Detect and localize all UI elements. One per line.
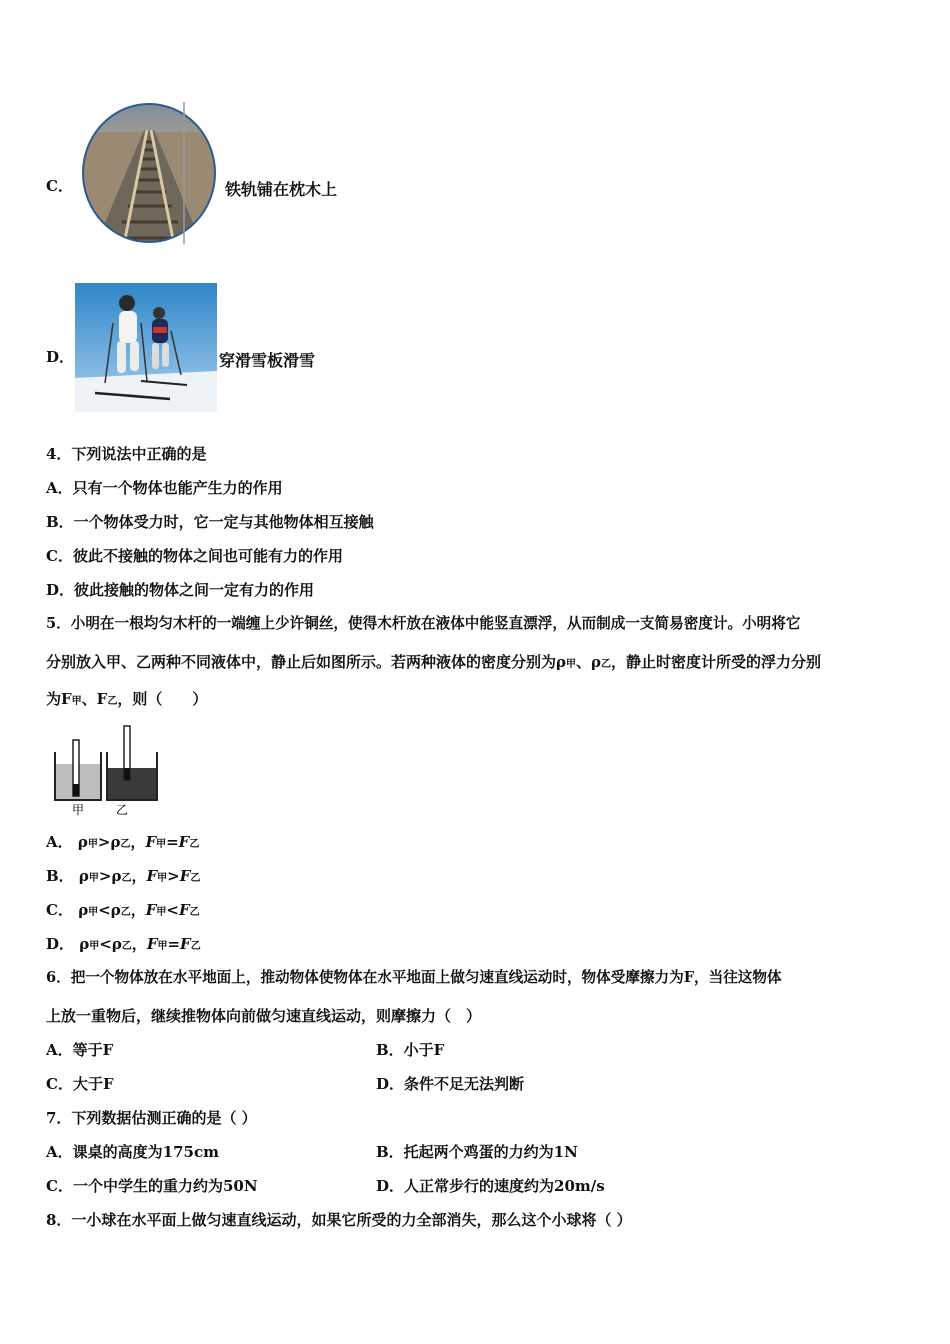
q7-option-b: B．托起两个鸡蛋的力约为1N: [376, 1143, 578, 1161]
q5-line1: 5．小明在一根均匀木杆的一端缠上少许铜丝，使得木杆放在液体中能竖直漂浮，从而制成一支简易密度计。小明将它: [46, 615, 801, 632]
option-d-caption: 穿滑雪板滑雪: [219, 351, 316, 370]
q5-option-b: B． ρ甲>ρ乙，F甲>F乙: [46, 867, 201, 885]
q4-option-d: D．彼此接触的物体之间一定有力的作用: [46, 581, 315, 599]
option-c-caption: 铁轨铺在枕木上: [225, 180, 338, 199]
q7-option-a: A．课桌的高度为175cm: [46, 1143, 219, 1161]
q6-line1: 6．把一个物体放在水平地面上，推动物体使物体在水平地面上做匀速直线运动时，物体受摩擦力为F，当往这物体: [46, 969, 782, 986]
q6-option-c: C．大于F: [46, 1075, 114, 1093]
q4-option-b: B．一个物体受力时，它一定与其他物体相互接触: [46, 513, 374, 531]
option-d-label: D．: [46, 348, 75, 366]
q4-option-c: C．彼此不接触的物体之间也可能有力的作用: [46, 547, 343, 565]
q4-option-a: A．只有一个物体也能产生力的作用: [46, 479, 283, 497]
q5-option-d: D． ρ甲<ρ乙，F甲=F乙: [46, 935, 201, 953]
option-c-label: C．: [46, 177, 73, 195]
q7-option-c: C．一个中学生的重力约为50N: [46, 1177, 258, 1195]
railway-image-frame: [82, 102, 222, 244]
q5-option-c: C． ρ甲<ρ乙，F甲<F乙: [46, 901, 200, 919]
skiers-photo: [75, 283, 217, 412]
q4-stem: 4．下列说法中正确的是: [46, 445, 207, 463]
q6-option-d: D．条件不足无法判断: [376, 1075, 525, 1093]
q5-option-a: A． ρ甲>ρ乙，F甲=F乙: [46, 833, 200, 851]
q5-line2: 分别放入甲、乙两种不同液体中，静止后如图所示。若两种液体的密度分别为ρ甲、ρ乙，静止时密度计所受的浮力分别: [46, 653, 821, 671]
q6-line2: 上放一重物后，继续推物体向前做匀速直线运动，则摩擦力（ ）: [46, 1007, 482, 1025]
q7-stem: 7．下列数据估测正确的是（ ）: [46, 1109, 257, 1127]
beaker-label-jia: 甲: [72, 803, 85, 817]
q6-option-a: A．等于F: [46, 1041, 114, 1059]
q8-stem: 8．一小球在水平面上做匀速直线运动，如果它所受的力全部消失，那么这个小球将（ ）: [46, 1211, 632, 1229]
beaker-label-yi: 乙: [116, 803, 129, 817]
q6-option-b: B．小于F: [376, 1041, 445, 1059]
q5-line3: 为F甲、F乙，则（ ）: [46, 690, 208, 708]
q7-option-d: D．人正常步行的速度约为20m/s: [376, 1177, 605, 1195]
hydrometer-figure: [52, 724, 162, 818]
